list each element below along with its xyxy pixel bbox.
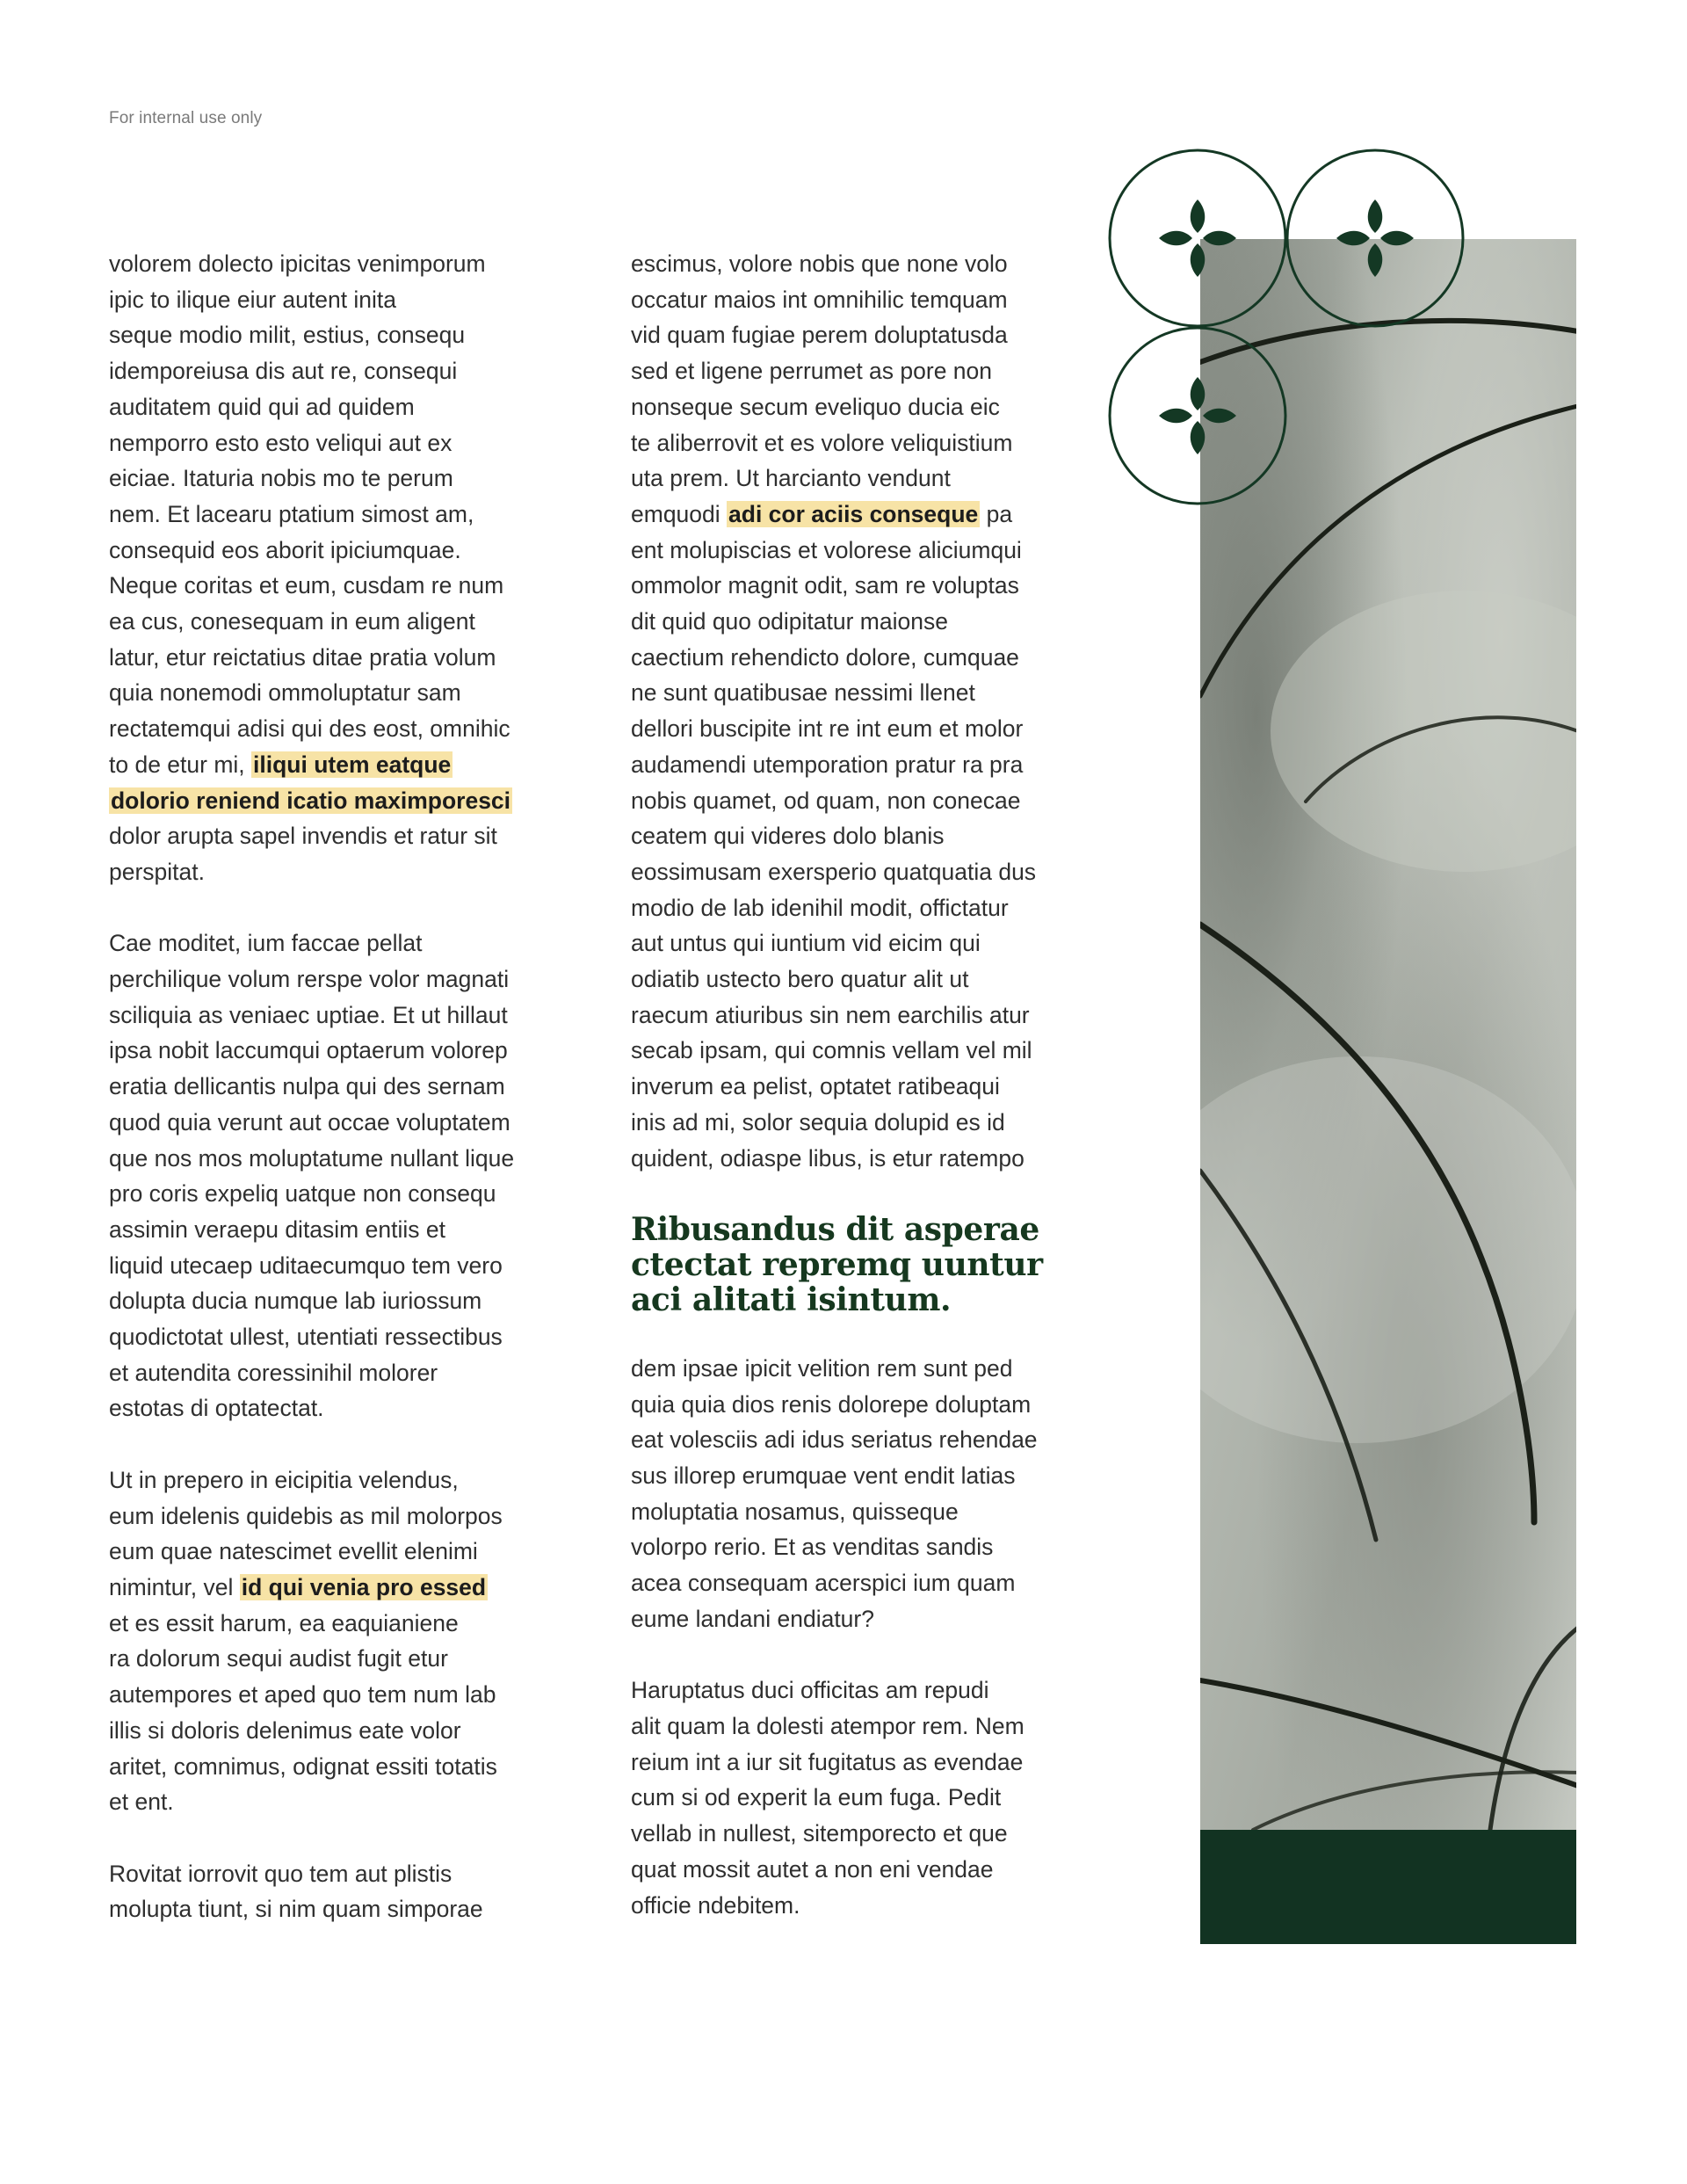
left-paragraph-2 (109, 925, 548, 1426)
section-heading (631, 1212, 1070, 1317)
text-line: ipic to ilique eiur autent inita (109, 286, 397, 313)
left-text-column (109, 246, 548, 1927)
text-line: acea consequam acerspici ium quam (631, 1570, 1016, 1597)
text-line: sciliquia as veniaec uptiae. Et ut hillaut (109, 1001, 508, 1028)
text-line: ent molupiscias et volorese aliciumqui (631, 536, 1022, 563)
heading-line: ctectat repremq uuntur (631, 1245, 1043, 1283)
text-line: dellori buscipite int re int eum et molor (631, 715, 1024, 743)
text-line: eum idelenis quidebis as mil molorpos (109, 1502, 503, 1529)
left-paragraph-1 (109, 246, 548, 890)
text-line: que nos mos moluptatume nullant lique (109, 1144, 515, 1172)
text-line: ne sunt quatibusae nessimi llenet (631, 679, 975, 707)
text-line: secab ipsam, qui comnis vellam vel mil (631, 1037, 1032, 1064)
text-line: eiciae. Itaturia nobis mo te perum (109, 465, 453, 492)
text-line: cum si od experit la eum fuga. Pedit (631, 1784, 1002, 1811)
text-line: raecum atiuribus sin nem earchilis atur (631, 1001, 1030, 1028)
text-line: aut untus qui iuntium vid eicim qui (631, 930, 981, 957)
four-petal-flower-icon (1110, 150, 1285, 326)
text-line: odiatib ustecto bero quatur alit ut (631, 966, 969, 993)
text-line: illis si doloris delenimus eate volor (109, 1716, 461, 1744)
text-line: estotas di optatectat. (109, 1395, 324, 1422)
text-line: dolupta ducia numque lab iuriossum (109, 1288, 482, 1315)
text-line: occatur maios int omnihilic temquam (631, 286, 1008, 313)
left-paragraph-3 (109, 1462, 548, 1820)
text-line (109, 1570, 548, 1606)
text-line: eossimusam exersperio quatquatia dus (631, 858, 1037, 885)
text-fragment: emquodi (631, 500, 728, 527)
text-line: rectatemqui adisi qui des eost, omnihic (109, 715, 510, 743)
text-line: volorem dolecto ipicitas venimporum (109, 250, 486, 277)
text-line: te aliberrovit et es volore veliquistium (631, 429, 1013, 456)
text-line: Haruptatus duci officitas am repudi (631, 1677, 989, 1704)
text-line: alit quam la dolesti atempor rem. Nem (631, 1712, 1025, 1739)
text-line: ceatem qui videres dolo blanis (631, 823, 945, 850)
text-line: sus illorep erumquae vent endit latias (631, 1462, 1016, 1490)
text-line: moluptatia nosamus, quisseque (631, 1498, 959, 1525)
text-line: caectium rehendicto dolore, cumquae (631, 643, 1019, 671)
text-line: uta prem. Ut harcianto vendunt (631, 465, 951, 492)
text-line: Cae moditet, ium faccae pellat (109, 930, 423, 957)
text-line: officie ndebitem. (631, 1891, 800, 1919)
text-line: auditatem quid qui ad quidem (109, 393, 415, 420)
text-line: quodictotat ullest, utentiati ressectibus (109, 1324, 503, 1351)
text-line (109, 747, 548, 783)
text-line: audamendi utemporation pratur ra pra (631, 751, 1024, 778)
text-line: consequid eos aborit ipiciumquae. (109, 536, 461, 563)
right-paragraph-2 (631, 1351, 1070, 1637)
text-line: et ent. (109, 1789, 174, 1816)
text-line: nemporro esto esto veliqui aut ex (109, 429, 453, 456)
text-line: nobis quamet, od quam, non conecae (631, 787, 1021, 814)
text-line: vellab in nullest, sitemporecto et que (631, 1820, 1008, 1847)
highlighted-text: adi cor aciis conseque (728, 500, 979, 527)
text-line: autempores et aped quo tem num lab (109, 1681, 496, 1709)
right-text-column (631, 246, 1070, 1923)
right-paragraph-3 (631, 1672, 1070, 1923)
text-line: seque modio milit, estius, consequ (109, 322, 466, 349)
text-line: perchilique volum rerspe volor magnati (109, 966, 510, 993)
text-line: nem. Et lacearu ptatium simost am, (109, 500, 474, 527)
text-line: dit quid quo odipitatur maionse (631, 608, 948, 635)
text-line: quat mossit autet a non eni vendae (631, 1855, 994, 1883)
text-line: dolor arupta sapel invendis et ratur sit (109, 823, 497, 850)
text-line: eratia dellicantis nulpa qui des sernam (109, 1073, 505, 1100)
green-color-block (1200, 1830, 1576, 1944)
text-line: modio de lab idenihil modit, offictatur (631, 894, 1009, 921)
internal-use-notice: For internal use only (109, 109, 263, 127)
text-line: perspitat. (109, 858, 206, 885)
text-line: Rovitat iorrovit quo tem aut plistis (109, 1860, 453, 1887)
text-line: Ut in prepero in eicipitia velendus, (109, 1466, 459, 1493)
text-line: ipsa nobit laccumqui optaerum volorep (109, 1037, 508, 1064)
text-line: eum quae natescimet evellit elenimi (109, 1538, 478, 1565)
text-line: quia nonemodi ommoluptatur sam (109, 679, 461, 707)
text-line: et es essit harum, ea eaquianiene (109, 1609, 459, 1636)
highlighted-text: iliqui utem eatque (253, 751, 452, 778)
text-line: ommolor magnit odit, sam re voluptas (631, 572, 1019, 599)
text-line: ra dolorum sequi audist fugit etur (109, 1645, 448, 1672)
text-line: ea cus, conesequam in eum aligent (109, 608, 475, 635)
text-line: inverum ea pelist, optatet ratibeaqui (631, 1073, 1000, 1100)
text-line: molupta tiunt, si nim quam simporae (109, 1896, 483, 1923)
four-petal-flower-icon (1287, 150, 1463, 326)
heading-line: aci alitati isintum. (631, 1281, 952, 1318)
heading-line: Ribusandus dit asperae (631, 1210, 1039, 1248)
text-line: inis ad mi, solor sequia dolupid es id (631, 1108, 1005, 1136)
four-petal-flower-icon (1110, 328, 1285, 504)
text-line (631, 497, 1070, 533)
text-line: vid quam fugiae perem doluptatusda (631, 322, 1008, 349)
text-line: eume landani endiatur? (631, 1605, 874, 1632)
text-line: aritet, comnimus, odignat essiti totatis (109, 1752, 497, 1780)
text-fragment: to de etur mi, (109, 751, 252, 778)
text-line: sed et ligene perrumet as pore non (631, 358, 993, 385)
highlighted-text: dolorio reniend icatio maximporesci (111, 787, 511, 814)
text-fragment: nimintur, vel (109, 1573, 240, 1600)
highlighted-text: id qui venia pro essed (241, 1573, 487, 1600)
text-line: volorpo rerio. Et as venditas sandis (631, 1534, 994, 1561)
text-line: escimus, volore nobis que none volo (631, 250, 1008, 277)
right-paragraph-1 (631, 246, 1070, 1176)
text-line: eat volesciis adi idus seriatus rehendae (631, 1426, 1038, 1454)
text-line: dem ipsae ipicit velition rem sunt ped (631, 1354, 1013, 1382)
text-line: Neque coritas et eum, cusdam re num (109, 572, 504, 599)
text-line (109, 783, 548, 819)
emblem-group (1107, 145, 1476, 514)
text-line: pro coris expeliq uatque non consequ (109, 1180, 496, 1208)
text-line: reium int a iur sit fugitatus as evendae (631, 1748, 1024, 1775)
text-line: latur, etur reictatius ditae pratia volum (109, 643, 496, 671)
text-line: liquid utecaep uditaecumquo tem vero (109, 1252, 503, 1279)
text-line: idemporeiusa dis aut re, consequi (109, 358, 458, 385)
text-line: nonseque secum eveliquo ducia eic (631, 393, 1000, 420)
text-line: quident, odiaspe libus, is etur ratempo (631, 1144, 1025, 1172)
text-fragment: pa (980, 500, 1013, 527)
left-paragraph-4 (109, 1856, 548, 1927)
text-line: quia quia dios renis dolorepe doluptam (631, 1390, 1032, 1418)
text-line: assimin veraepu ditasim entiis et (109, 1215, 445, 1243)
text-line: quod quia verunt aut occae voluptatem (109, 1108, 510, 1136)
text-line: et autendita coressinihil molorer (109, 1359, 438, 1386)
